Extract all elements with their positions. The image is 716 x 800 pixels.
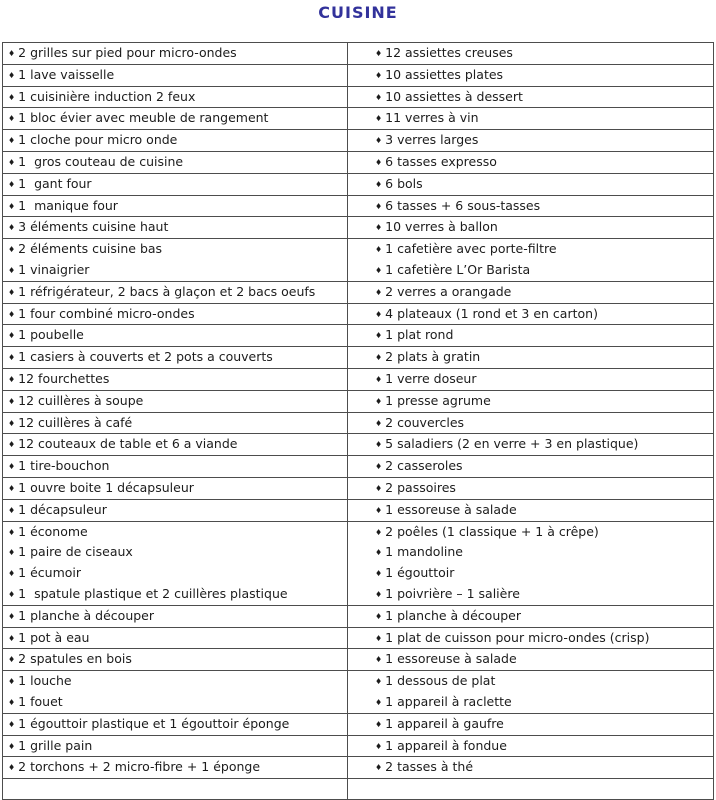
diamond-bullet-icon: ♦ — [8, 611, 16, 621]
table-row — [3, 735, 714, 757]
list-item — [8, 649, 347, 670]
diamond-bullet-icon: ♦ — [8, 763, 16, 773]
list-item — [375, 391, 713, 412]
diamond-bullet-icon: ♦ — [375, 440, 383, 450]
table-row — [3, 303, 714, 325]
diamond-bullet-icon: ♦ — [375, 179, 383, 189]
table-cell-left — [3, 671, 348, 714]
table-row — [3, 390, 714, 412]
item-label: 1 décapsuleur — [18, 501, 107, 517]
table-row — [3, 757, 714, 779]
list-item — [8, 152, 347, 173]
item-label: 1 four combiné micro-ondes — [18, 305, 195, 321]
item-label: 1 grille pain — [18, 737, 93, 753]
table-cell-left — [3, 130, 348, 152]
item-label: 1 essoreuse à salade — [385, 501, 517, 517]
list-item — [375, 478, 713, 499]
item-label: 12 assiettes creuses — [385, 45, 513, 60]
diamond-bullet-icon: ♦ — [375, 157, 383, 167]
list-item — [375, 282, 713, 303]
list-item — [8, 563, 347, 584]
diamond-bullet-icon: ♦ — [8, 201, 16, 211]
table-cell-left — [3, 195, 348, 217]
table-cell-right — [348, 86, 714, 108]
table-row — [3, 779, 714, 800]
list-item — [8, 692, 347, 713]
diamond-bullet-icon: ♦ — [375, 483, 383, 493]
table-cell-right — [348, 347, 714, 369]
diamond-bullet-icon: ♦ — [8, 92, 16, 102]
diamond-bullet-icon: ♦ — [375, 70, 383, 80]
diamond-bullet-icon: ♦ — [8, 677, 16, 687]
table-cell-right — [348, 43, 714, 65]
list-item — [8, 130, 347, 151]
diamond-bullet-icon: ♦ — [8, 741, 16, 751]
diamond-bullet-icon: ♦ — [375, 655, 383, 665]
diamond-bullet-icon: ♦ — [8, 548, 16, 558]
item-label: 1 plat de cuisson pour micro-ondes (crisp) — [385, 629, 650, 645]
table-cell-right — [348, 477, 714, 499]
diamond-bullet-icon: ♦ — [8, 70, 16, 80]
table-cell-right — [348, 303, 714, 325]
diamond-bullet-icon: ♦ — [8, 157, 16, 167]
diamond-bullet-icon: ♦ — [8, 223, 16, 233]
list-item — [8, 391, 347, 412]
table-row — [3, 43, 714, 65]
table-cell-right — [348, 605, 714, 627]
list-item — [375, 714, 713, 735]
item-label: 3 éléments cuisine haut — [18, 219, 169, 235]
item-label: 1 bloc évier avec meuble de rangement — [18, 110, 269, 126]
diamond-bullet-icon: ♦ — [375, 309, 383, 319]
list-item — [8, 478, 347, 499]
diamond-bullet-icon: ♦ — [8, 179, 16, 189]
diamond-bullet-icon: ♦ — [375, 287, 383, 297]
diamond-bullet-icon: ♦ — [8, 245, 16, 255]
diamond-bullet-icon: ♦ — [8, 309, 16, 319]
diamond-bullet-icon: ♦ — [375, 418, 383, 428]
list-item — [8, 347, 347, 368]
list-item — [375, 500, 713, 521]
item-label: 1 économe — [18, 523, 88, 539]
item-label: 1 égouttoir — [385, 565, 455, 581]
list-item — [8, 325, 347, 346]
table-row — [3, 368, 714, 390]
item-label: 5 saladiers (2 en verre + 3 en plastique) — [385, 436, 639, 452]
item-label: 1 plat rond — [385, 327, 454, 343]
table-cell-left — [3, 757, 348, 779]
table-cell-right — [348, 434, 714, 456]
list-item — [375, 692, 713, 713]
list-item — [8, 304, 347, 325]
item-label: 1 lave vaisselle — [18, 66, 115, 82]
item-label: 11 verres à vin — [385, 110, 479, 126]
diamond-bullet-icon: ♦ — [8, 655, 16, 665]
table-cell-right — [348, 779, 714, 800]
diamond-bullet-icon: ♦ — [8, 505, 16, 515]
table-cell-right — [348, 735, 714, 757]
list-item — [8, 671, 347, 692]
table-row — [3, 521, 714, 605]
list-item — [375, 456, 713, 477]
list-item — [375, 736, 713, 757]
list-item — [8, 434, 347, 455]
diamond-bullet-icon: ♦ — [8, 697, 16, 707]
item-label: 1 ouvre boite 1 décapsuleur — [18, 479, 194, 495]
table-cell-left — [3, 217, 348, 239]
diamond-bullet-icon: ♦ — [375, 719, 383, 729]
table-cell-right — [348, 217, 714, 239]
item-label: 1 fouet — [18, 693, 63, 709]
item-label: 1 spatule plastique et 2 cuillères plastique — [18, 585, 288, 601]
table-cell-left — [3, 412, 348, 434]
table-row — [3, 649, 714, 671]
diamond-bullet-icon: ♦ — [375, 223, 383, 233]
table-cell-left — [3, 390, 348, 412]
table-row — [3, 605, 714, 627]
diamond-bullet-icon: ♦ — [8, 396, 16, 406]
list-item — [8, 500, 347, 521]
diamond-bullet-icon: ♦ — [375, 201, 383, 211]
item-label: 2 éléments cuisine bas — [18, 241, 163, 257]
table-row — [3, 195, 714, 217]
item-label: 12 couteaux de table et 6 a viande — [18, 436, 238, 452]
table-cell-right — [348, 173, 714, 195]
table-row — [3, 151, 714, 173]
table-row — [3, 499, 714, 521]
diamond-bullet-icon: ♦ — [375, 396, 383, 406]
list-item — [375, 325, 713, 346]
list-item — [375, 522, 713, 543]
table-cell-right — [348, 108, 714, 130]
diamond-bullet-icon: ♦ — [375, 677, 383, 687]
diamond-bullet-icon: ♦ — [375, 548, 383, 558]
item-label: 1 appareil à fondue — [385, 737, 507, 753]
item-label: 1 égouttoir plastique et 1 égouttoir éponge — [18, 715, 290, 731]
diamond-bullet-icon: ♦ — [8, 287, 16, 297]
diamond-bullet-icon: ♦ — [8, 462, 16, 472]
table-cell-left — [3, 521, 348, 605]
diamond-bullet-icon: ♦ — [375, 527, 383, 537]
list-item — [375, 542, 713, 563]
table-row — [3, 281, 714, 303]
diamond-bullet-icon: ♦ — [375, 353, 383, 363]
diamond-bullet-icon: ♦ — [375, 245, 383, 255]
table-cell-left — [3, 281, 348, 303]
item-label: 2 passoires — [385, 479, 456, 495]
list-item — [8, 65, 347, 86]
diamond-bullet-icon: ♦ — [8, 331, 16, 341]
list-item — [375, 174, 713, 195]
table-row — [3, 412, 714, 434]
diamond-bullet-icon: ♦ — [375, 697, 383, 707]
table-row — [3, 108, 714, 130]
diamond-bullet-icon: ♦ — [8, 589, 16, 599]
item-label: 1 cafetière avec porte-filtre — [385, 241, 557, 257]
table-cell-right — [348, 456, 714, 478]
list-item — [8, 413, 347, 434]
item-label: 2 casseroles — [385, 458, 463, 474]
item-label: 1 gant four — [18, 175, 92, 191]
list-item — [8, 628, 347, 649]
table-row — [3, 64, 714, 86]
diamond-bullet-icon: ♦ — [8, 114, 16, 124]
list-item — [375, 563, 713, 584]
diamond-bullet-icon: ♦ — [375, 505, 383, 515]
table-cell-left — [3, 477, 348, 499]
item-label: 1 louche — [18, 673, 72, 689]
table-cell-right — [348, 281, 714, 303]
diamond-bullet-icon: ♦ — [375, 763, 383, 773]
item-label: 2 grilles sur pied pour micro-ondes — [18, 45, 237, 60]
diamond-bullet-icon: ♦ — [375, 114, 383, 124]
table-row — [3, 713, 714, 735]
table-row — [3, 86, 714, 108]
list-item — [375, 87, 713, 108]
item-label: 1 essoreuse à salade — [385, 651, 517, 667]
table-cell-left — [3, 649, 348, 671]
item-label: 1 appareil à gaufre — [385, 715, 504, 731]
diamond-bullet-icon: ♦ — [375, 265, 383, 275]
table-cell-left — [3, 64, 348, 86]
page-title: CUISINE — [318, 3, 398, 22]
diamond-bullet-icon: ♦ — [375, 49, 383, 58]
list-item — [375, 347, 713, 368]
list-item — [375, 304, 713, 325]
item-label: 2 spatules en bois — [18, 651, 132, 667]
table-cell-left — [3, 86, 348, 108]
diamond-bullet-icon: ♦ — [375, 611, 383, 621]
table-row — [3, 434, 714, 456]
table-cell-right — [348, 713, 714, 735]
diamond-bullet-icon: ♦ — [8, 483, 16, 493]
table-cell-left — [3, 735, 348, 757]
table-row — [3, 671, 714, 714]
item-label: 12 cuillères à café — [18, 414, 133, 430]
item-label: 1 planche à découper — [18, 607, 155, 623]
item-label: 10 assiettes plates — [385, 66, 504, 82]
item-label: 1 cloche pour micro onde — [18, 132, 178, 148]
diamond-bullet-icon: ♦ — [8, 265, 16, 275]
item-label: 1 appareil à raclette — [385, 693, 512, 709]
table-cell-left — [3, 173, 348, 195]
list-item — [375, 413, 713, 434]
list-item — [8, 87, 347, 108]
item-label: 10 verres à ballon — [385, 219, 498, 235]
table-cell-left — [3, 325, 348, 347]
list-item — [8, 736, 347, 757]
item-label: 1 manique four — [18, 197, 118, 213]
item-label: 1 poubelle — [18, 327, 84, 343]
list-item — [375, 757, 713, 778]
list-item — [375, 260, 713, 281]
table-cell-left — [3, 605, 348, 627]
list-item — [375, 152, 713, 173]
table-cell-right — [348, 521, 714, 605]
diamond-bullet-icon: ♦ — [375, 331, 383, 341]
item-label: 1 cuisinière induction 2 feux — [18, 88, 196, 104]
table-cell-right — [348, 499, 714, 521]
item-label: 1 pot à eau — [18, 629, 90, 645]
table-cell-right — [348, 649, 714, 671]
item-label: 1 dessous de plat — [385, 673, 496, 689]
list-item — [8, 282, 347, 303]
table-cell-right — [348, 671, 714, 714]
table-cell-right — [348, 627, 714, 649]
list-item — [8, 757, 347, 778]
list-item — [8, 584, 347, 605]
diamond-bullet-icon: ♦ — [8, 49, 16, 58]
list-item — [8, 606, 347, 627]
list-item — [8, 714, 347, 735]
diamond-bullet-icon: ♦ — [8, 353, 16, 363]
diamond-bullet-icon: ♦ — [8, 374, 16, 384]
item-label: 1 paire de ciseaux — [18, 544, 133, 560]
table-cell-right — [348, 390, 714, 412]
table-cell-left — [3, 499, 348, 521]
list-item — [375, 130, 713, 151]
diamond-bullet-icon: ♦ — [8, 527, 16, 537]
list-item — [375, 434, 713, 455]
list-item — [8, 542, 347, 563]
table-row — [3, 456, 714, 478]
diamond-bullet-icon: ♦ — [375, 569, 383, 579]
table-cell-right — [348, 412, 714, 434]
table-row — [3, 239, 714, 282]
item-label: 12 fourchettes — [18, 370, 110, 386]
list-item — [375, 606, 713, 627]
table-cell-right — [348, 757, 714, 779]
table-cell-right — [348, 239, 714, 282]
list-item — [375, 217, 713, 238]
list-item — [8, 456, 347, 477]
table-row — [3, 347, 714, 369]
list-item — [375, 108, 713, 129]
inventory-table-body — [3, 43, 714, 800]
table-row — [3, 130, 714, 152]
table-cell-right — [348, 368, 714, 390]
table-cell-left — [3, 713, 348, 735]
item-label: 1 cafetière L’Or Barista — [385, 261, 531, 277]
table-cell-left — [3, 239, 348, 282]
item-label: 3 verres larges — [385, 132, 479, 148]
empty-cell — [8, 779, 347, 799]
list-item — [8, 260, 347, 281]
list-item — [375, 43, 713, 64]
item-label: 1 tire-bouchon — [18, 458, 110, 474]
item-label: 6 tasses + 6 sous-tasses — [385, 197, 541, 213]
table-row — [3, 173, 714, 195]
item-label: 1 verre doseur — [385, 370, 477, 386]
list-item — [375, 628, 713, 649]
item-label: 1 gros couteau de cuisine — [18, 153, 184, 169]
item-label: 1 vinaigrier — [18, 261, 90, 277]
diamond-bullet-icon: ♦ — [375, 589, 383, 599]
item-label: 2 torchons + 2 micro-fibre + 1 éponge — [18, 759, 261, 775]
table-row — [3, 217, 714, 239]
item-label: 2 tasses à thé — [385, 759, 474, 775]
item-label: 1 mandoline — [385, 544, 463, 560]
list-item — [375, 239, 713, 260]
table-cell-right — [348, 325, 714, 347]
table-cell-right — [348, 130, 714, 152]
empty-cell — [375, 779, 713, 799]
list-item — [8, 522, 347, 543]
list-item — [375, 196, 713, 217]
list-item — [8, 369, 347, 390]
item-label: 2 couvercles — [385, 414, 465, 430]
diamond-bullet-icon: ♦ — [8, 440, 16, 450]
table-cell-left — [3, 779, 348, 800]
diamond-bullet-icon: ♦ — [375, 462, 383, 472]
table-cell-left — [3, 456, 348, 478]
table-cell-left — [3, 108, 348, 130]
item-label: 1 réfrigérateur, 2 bacs à glaçon et 2 bacs oeufs — [18, 283, 316, 299]
table-cell-right — [348, 195, 714, 217]
list-item — [8, 108, 347, 129]
diamond-bullet-icon: ♦ — [375, 374, 383, 384]
diamond-bullet-icon: ♦ — [8, 569, 16, 579]
table-cell-left — [3, 151, 348, 173]
list-item — [8, 239, 347, 260]
item-label: 1 poivrière – 1 salière — [385, 585, 520, 601]
table-cell-left — [3, 303, 348, 325]
diamond-bullet-icon: ♦ — [375, 633, 383, 643]
diamond-bullet-icon: ♦ — [8, 418, 16, 428]
item-label: 12 cuillères à soupe — [18, 392, 144, 408]
table-cell-left — [3, 434, 348, 456]
item-label: 1 planche à découper — [385, 607, 522, 623]
item-label: 2 verres a orangade — [385, 283, 512, 299]
list-item — [8, 196, 347, 217]
list-item — [8, 217, 347, 238]
table-cell-left — [3, 368, 348, 390]
list-item — [375, 671, 713, 692]
list-item — [375, 369, 713, 390]
item-label: 1 presse agrume — [385, 392, 491, 408]
inventory-table — [2, 42, 714, 800]
table-row — [3, 325, 714, 347]
item-label: 6 tasses expresso — [385, 153, 497, 169]
table-row — [3, 477, 714, 499]
item-label: 1 casiers à couverts et 2 pots a couverts — [18, 349, 273, 365]
item-label: 2 plats à gratin — [385, 349, 481, 365]
diamond-bullet-icon: ♦ — [8, 719, 16, 729]
list-item — [375, 65, 713, 86]
table-cell-right — [348, 64, 714, 86]
list-item — [8, 174, 347, 195]
table-row — [3, 627, 714, 649]
item-label: 6 bols — [385, 175, 423, 191]
item-label: 10 assiettes à dessert — [385, 88, 523, 104]
table-cell-right — [348, 151, 714, 173]
list-item — [375, 584, 713, 605]
item-label: 1 écumoir — [18, 565, 82, 581]
list-item — [8, 43, 347, 64]
list-item — [375, 649, 713, 670]
diamond-bullet-icon: ♦ — [375, 741, 383, 751]
diamond-bullet-icon: ♦ — [8, 633, 16, 643]
item-label: 2 poêles (1 classique + 1 à crêpe) — [385, 523, 599, 539]
table-cell-left — [3, 347, 348, 369]
diamond-bullet-icon: ♦ — [375, 92, 383, 102]
item-label: 4 plateaux (1 rond et 3 en carton) — [385, 305, 598, 321]
diamond-bullet-icon: ♦ — [375, 136, 383, 146]
table-cell-left — [3, 43, 348, 65]
diamond-bullet-icon: ♦ — [8, 136, 16, 146]
table-cell-left — [3, 627, 348, 649]
